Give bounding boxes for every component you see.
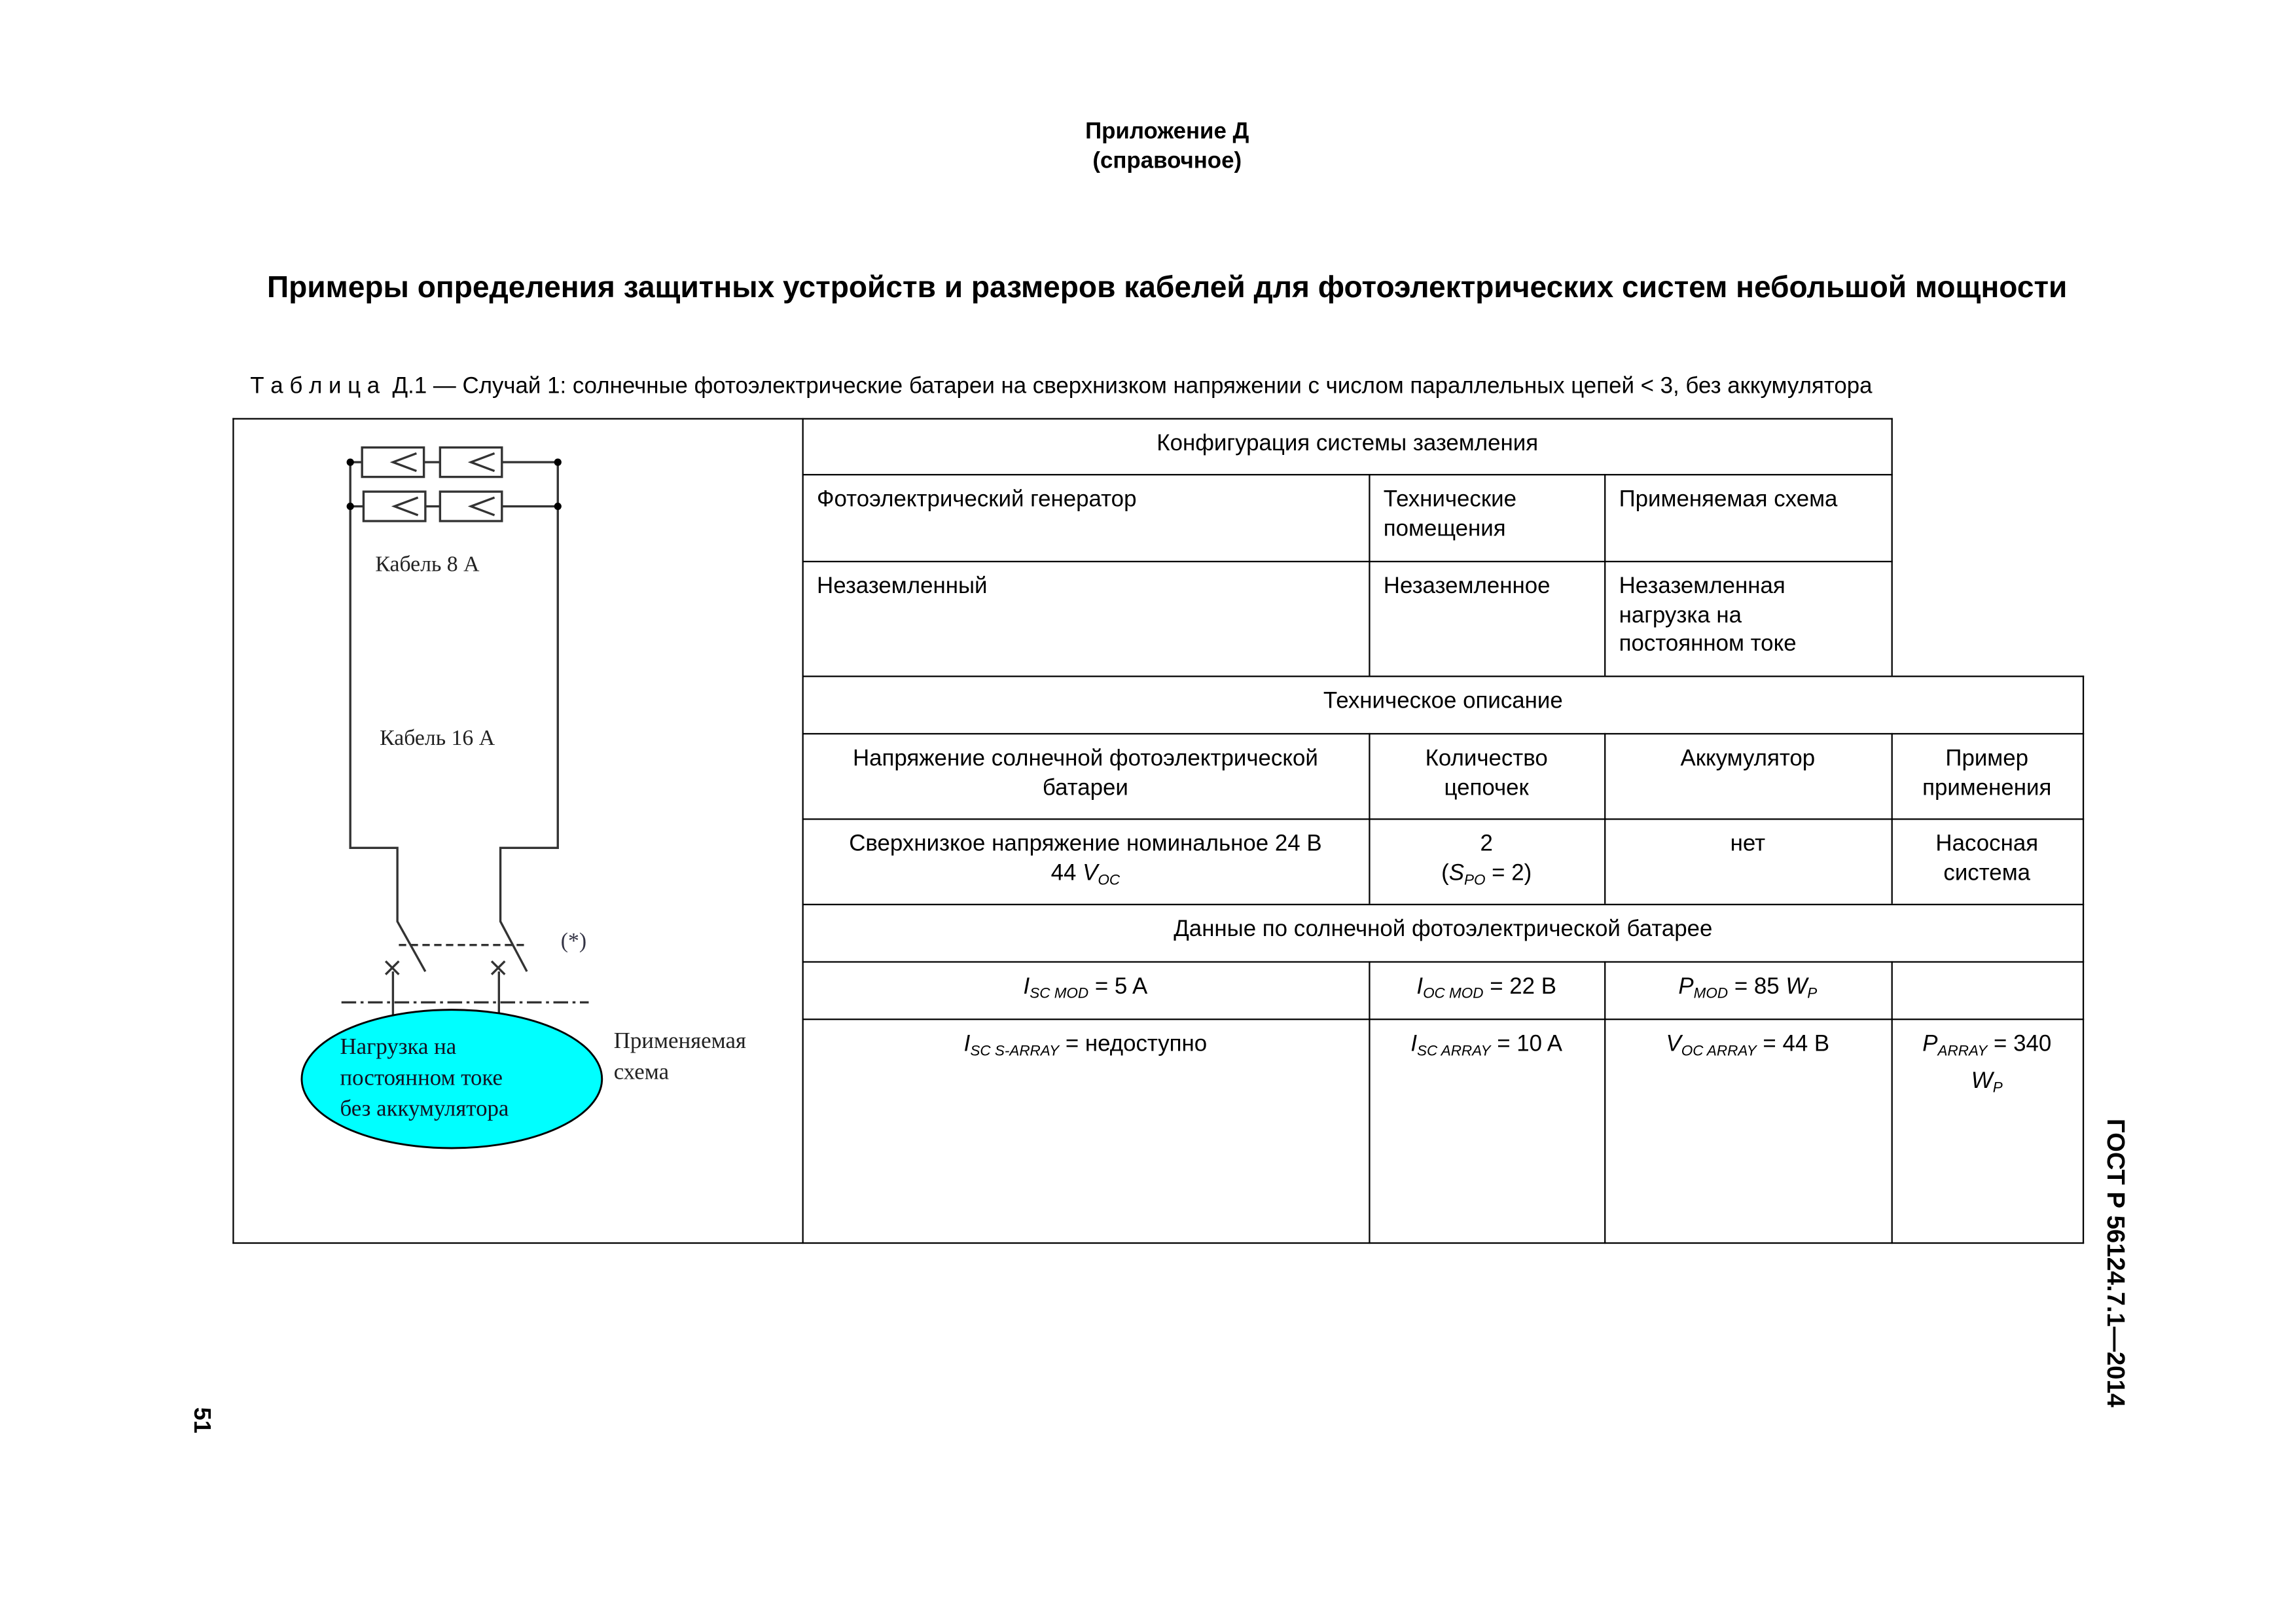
strings-count: 2	[1480, 831, 1493, 857]
p-mod: $P_{MOD} = 85$ $W_P$	[1678, 974, 1818, 1003]
voltage-voc: 44 $V_{OC}$	[1050, 860, 1121, 889]
tech-header: Техническое описание	[1323, 689, 1563, 714]
array-header: Данные по солнечной фотоэлектрической батарее	[1174, 916, 1713, 943]
cable-8a-label: Кабель 8 А	[375, 553, 480, 577]
grounding-header: Конфигурация системы заземления	[1157, 431, 1539, 457]
switch-note-label: (*)	[560, 930, 587, 954]
tech-col-application: Пример применения	[1922, 746, 2052, 801]
isc-mod: $I_{SC MOD} = 5$ A	[1023, 974, 1148, 1003]
voc-array: $V_{OC ARRAY} = 44$ В	[1666, 1032, 1830, 1060]
strings-formula: $(S_{PO} = 2)$	[1441, 860, 1532, 889]
grounding-value-scheme: Незаземленная нагрузка на постоянном токе	[1619, 573, 1797, 657]
pv-module-icon	[440, 448, 501, 477]
page-title: Примеры определения защитных устройств и размеров кабелей для фотоэлектрических систем небольшой мощности	[266, 270, 2068, 305]
p-array: $P_{ARRAY} = 340$ $W_P$	[1922, 1032, 2052, 1096]
tech-value-strings	[1369, 818, 1604, 907]
grounding-col-rooms: Технические помещения	[1383, 487, 1516, 541]
isc-array: $I_{SC ARRAY} = 10$ A	[1410, 1032, 1563, 1060]
standard-label: ГОСТ Р 56124.7.1—2014	[2102, 1119, 2130, 1408]
scheme-label: Применяемая схема	[613, 1028, 746, 1085]
grounding-value-generator: Незаземленный	[817, 573, 988, 600]
tech-col-battery: Аккумулятор	[1680, 746, 1816, 772]
voltage-line: Сверхнизкое напряжение номинальное 24 В	[849, 831, 1322, 857]
pv-module-icon	[362, 448, 423, 477]
appendix-heading	[0, 118, 2296, 177]
appendix-label: Приложение Д	[1085, 119, 1249, 145]
load-label: Нагрузка на постоянном токе без аккумулятора	[340, 1034, 509, 1122]
cable-16a-label: Кабель 16 А	[380, 727, 495, 751]
tech-value-voltage	[802, 818, 1369, 907]
table-caption: Т а б л и ц а Д.1 — Случай 1: солнечные фотоэлектрические батареи на сверхнизком напряжении с числом параллельных цепей < 3, без аккумулятора	[250, 374, 1873, 399]
pv-module-icon	[440, 492, 501, 521]
isc-s-array: $I_{SC S-ARRAY}$ = недоступно	[963, 1032, 1208, 1060]
grounding-value-rooms: Незаземленное	[1383, 573, 1551, 600]
pv-module-icon	[363, 492, 425, 521]
tech-col-voltage: Напряжение солнечной фотоэлектрической батареи	[852, 746, 1318, 801]
pv-circuit-diagram	[232, 418, 802, 1242]
tech-value-application: Насосная система	[1935, 831, 2039, 886]
grounding-col-generator: Фотоэлектрический генератор	[817, 487, 1137, 513]
grounding-col-scheme: Применяемая схема	[1619, 487, 1838, 513]
tech-value-battery: нет	[1730, 831, 1766, 857]
ioc-mod: $I_{OC MOD} = 22$ В	[1416, 974, 1556, 1003]
page-number: 51	[188, 1407, 214, 1434]
tech-col-strings: Количество цепочек	[1425, 746, 1548, 801]
appendix-type: (справочное)	[1092, 149, 1242, 174]
